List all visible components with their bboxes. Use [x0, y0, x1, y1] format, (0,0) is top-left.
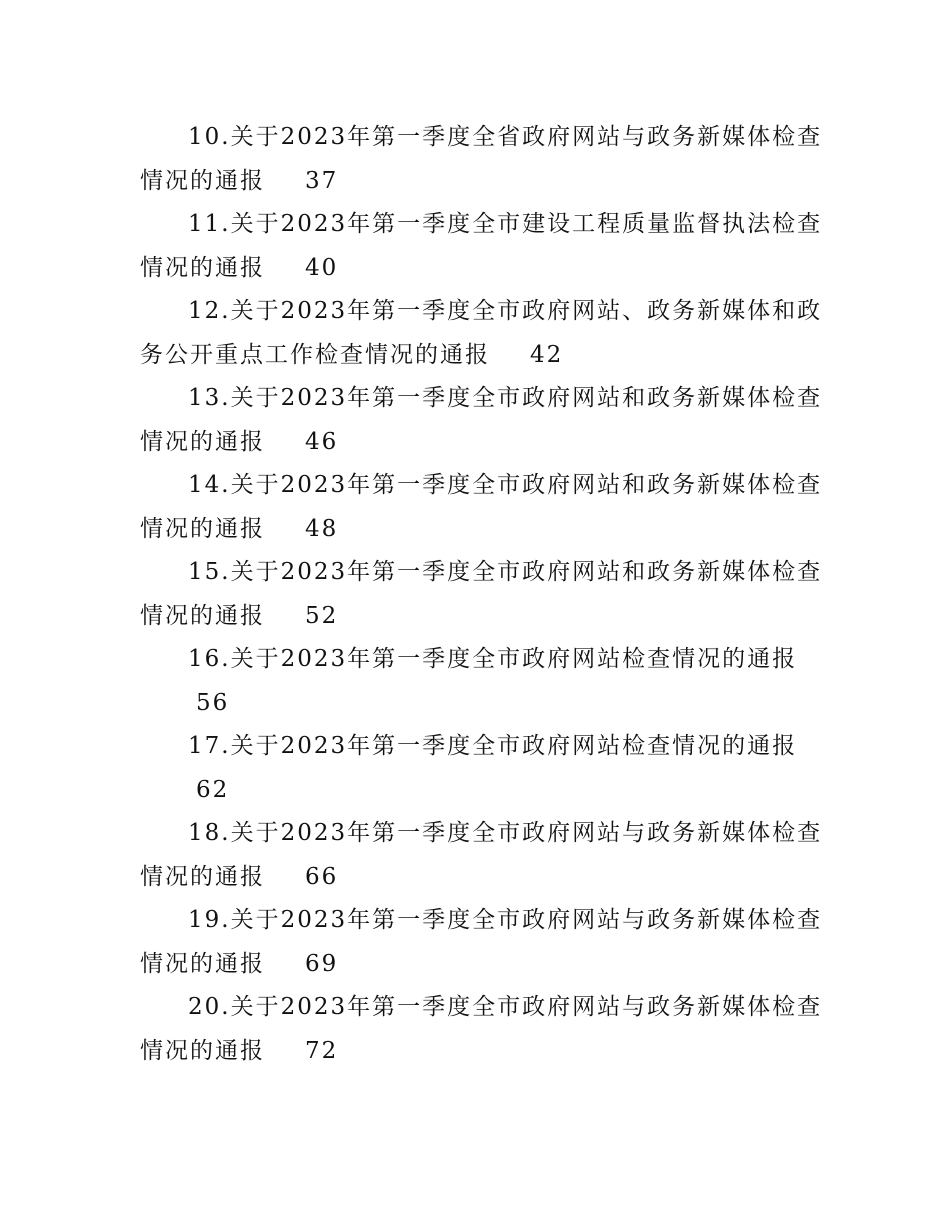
- toc-entry-title-end: 情况的通报: [140, 950, 265, 977]
- toc-entry-continuation: [140, 160, 820, 204]
- toc-entry-title: 14.关于2023年第一季度全市政府网站和政务新媒体检查: [188, 472, 823, 498]
- toc-page-number: 66: [305, 863, 339, 890]
- toc-entry-17: [140, 725, 820, 812]
- toc-entry-title-end: 情况的通报: [140, 428, 265, 455]
- toc-entry-continuation: [140, 508, 820, 552]
- table-of-contents: [140, 116, 823, 1073]
- toc-entry-title-end: 情况的通报: [140, 515, 265, 542]
- toc-entry-continuation: [140, 1030, 820, 1074]
- toc-entry-title: 12.关于2023年第一季度全市政府网站、政务新媒体和政: [188, 298, 823, 324]
- toc-entry-continuation: [140, 856, 820, 900]
- toc-entry-10: [140, 116, 823, 203]
- toc-page-number: 52: [305, 602, 339, 629]
- toc-page-number: 48: [305, 515, 339, 542]
- toc-entry-15: [140, 551, 823, 638]
- toc-entry-title: 13.关于2023年第一季度全市政府网站和政务新媒体检查: [188, 385, 823, 411]
- toc-entry-title: 19.关于2023年第一季度全市政府网站与政务新媒体检查: [188, 907, 823, 933]
- toc-entry-continuation: [140, 769, 820, 813]
- toc-entry-title: 11.关于2023年第一季度全市建设工程质量监督执法检查: [188, 211, 823, 237]
- toc-entry-13: [140, 377, 823, 464]
- toc-entry-title: 18.关于2023年第一季度全市政府网站与政务新媒体检查: [188, 820, 823, 846]
- toc-entry-11: [140, 203, 823, 290]
- toc-entry-title: 10.关于2023年第一季度全省政府网站与政务新媒体检查: [188, 124, 823, 150]
- toc-entry-title-end: 情况的通报: [140, 167, 265, 194]
- toc-entry-title: 20.关于2023年第一季度全市政府网站与政务新媒体检查: [188, 994, 823, 1020]
- toc-entry-20: [140, 986, 823, 1073]
- toc-entry-continuation: [140, 247, 820, 291]
- toc-entry-continuation: [140, 682, 820, 726]
- toc-entry-title: 17.关于2023年第一季度全市政府网站检查情况的通报: [188, 733, 798, 759]
- toc-entry-14: [140, 464, 823, 551]
- toc-entry-19: [140, 899, 823, 986]
- toc-page-number: 56: [196, 689, 230, 716]
- toc-page-number: 40: [305, 254, 339, 281]
- toc-entry-continuation: [140, 595, 820, 639]
- toc-entry-16: [140, 638, 820, 725]
- toc-entry-continuation: [140, 421, 820, 465]
- toc-page-number: 46: [305, 428, 339, 455]
- toc-page-number: 72: [305, 1037, 339, 1064]
- toc-entry-18: [140, 812, 823, 899]
- toc-entry-title-end: 务公开重点工作检查情况的通报: [140, 341, 490, 368]
- toc-page-number: 42: [530, 341, 564, 368]
- toc-page-number: 62: [196, 776, 230, 803]
- toc-page-number: 37: [305, 167, 339, 194]
- toc-entry-continuation: [140, 943, 820, 987]
- toc-entry-title: 16.关于2023年第一季度全市政府网站检查情况的通报: [188, 646, 798, 672]
- toc-entry-title-end: 情况的通报: [140, 254, 265, 281]
- toc-page-number: 69: [305, 950, 339, 977]
- toc-entry-title-end: 情况的通报: [140, 863, 265, 890]
- toc-entry-continuation: [140, 334, 820, 378]
- toc-entry-title-end: 情况的通报: [140, 602, 265, 629]
- toc-entry-title-end: 情况的通报: [140, 1037, 265, 1064]
- toc-entry-title: 15.关于2023年第一季度全市政府网站和政务新媒体检查: [188, 559, 823, 585]
- toc-entry-12: [140, 290, 823, 377]
